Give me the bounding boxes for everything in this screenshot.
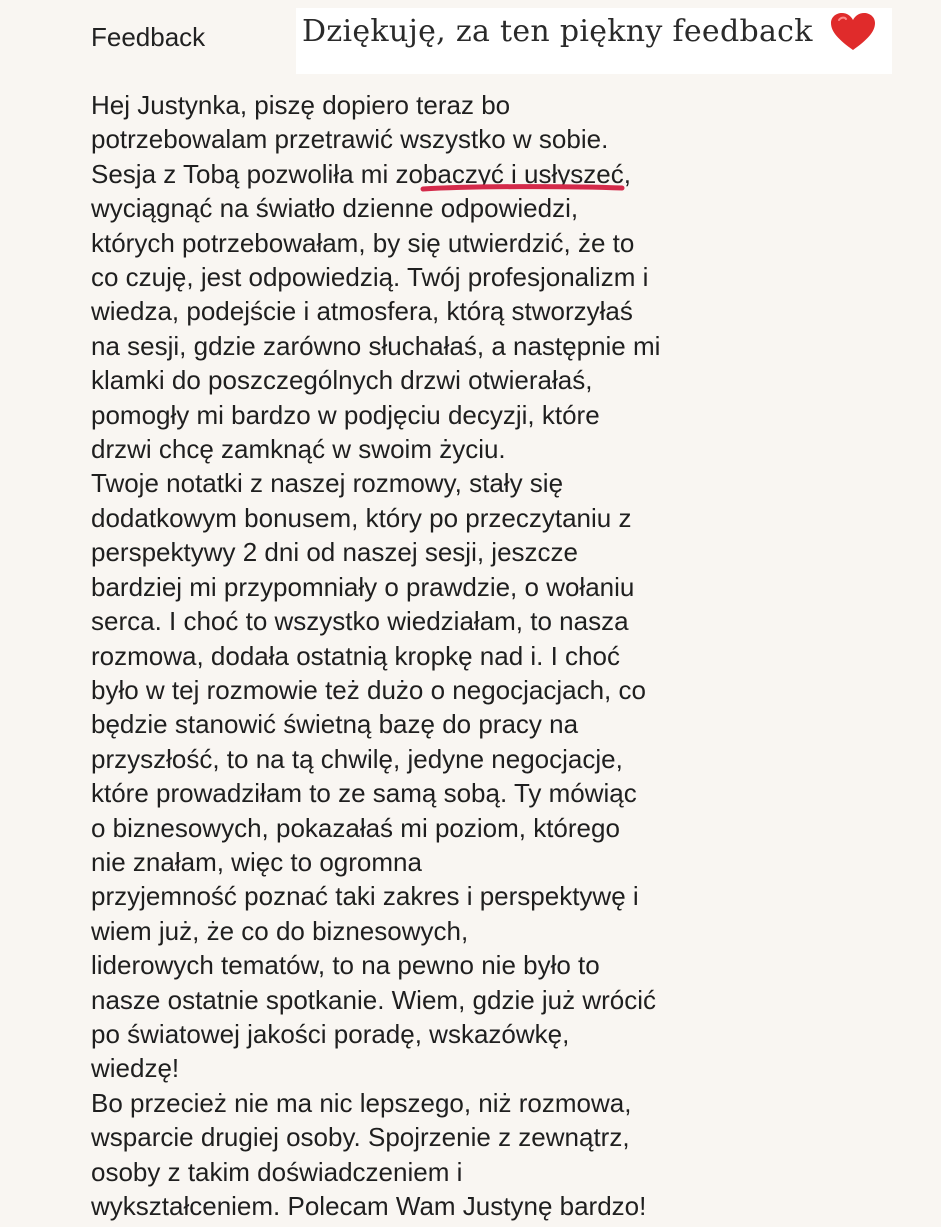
letter-line: wyciągnąć na światło dzienne odpowiedzi, — [91, 193, 579, 224]
letter-line: na sesji, gdzie zarówno słuchałaś, a następnie mi — [91, 330, 661, 361]
letter-line: przyszłość, to na tą chwilę, jedyne negocjacje, — [91, 743, 623, 774]
letter-line: Twoje notatki z naszej rozmowy, stały się — [91, 468, 564, 499]
letter-line: bardziej mi przypomniały o prawdzie, o wołaniu — [91, 571, 635, 602]
underline-highlight — [420, 183, 625, 193]
letter-line: Sesja z Tobą pozwoliła mi zobaczyć i usłyszeć, — [91, 158, 631, 189]
letter-line: perspektywy 2 dni od naszej sesji, jeszcze — [91, 537, 579, 568]
letter-line: po światowej jakości poradę, wskazówkę, — [91, 1018, 570, 1049]
letter-line: wykształceniem. Polecam Wam Justynę bardzo! — [91, 1191, 647, 1221]
thanks-caption: Dziękuję, za ten piękny feedback — [302, 14, 813, 49]
letter-line: które prowadziłam to ze samą sobą. Ty mówiąc — [91, 778, 637, 809]
letter-line: wiem już, że co do biznesowych, — [91, 915, 469, 946]
underline-stroke — [423, 187, 622, 189]
letter-line: rozmowa, dodała ostatnią kropkę nad i. I choć — [91, 640, 620, 671]
letter-line: nie znałam, więc to ogromna — [91, 846, 422, 877]
letter-body — [91, 88, 811, 1223]
letter-line: przyjemność poznać taki zakres i perspektywę i — [91, 881, 639, 912]
letter-line: pomogły mi bardzo w podjęciu decyzji, które — [91, 399, 600, 430]
letter-line: drzwi chcę zamknąć w swoim życiu. — [91, 434, 506, 465]
letter-line: osoby z takim doświadczeniem i — [91, 1156, 463, 1187]
letter-line: Hej Justynka, piszę dopiero teraz bo — [91, 90, 511, 120]
letter-line: których potrzebowałam, by się utwierdzić, że to — [91, 227, 635, 258]
letter-line: będzie stanowić świetną bazę do pracy na — [91, 709, 579, 740]
letter-line: serca. I choć to wszystko wiedziałam, to nasza — [91, 606, 629, 637]
letter-line: liderowych tematów, to na pewno nie było to — [91, 950, 600, 981]
letter-line: wiedzę! — [91, 1053, 180, 1084]
letter-line: Bo przecież nie ma nic lepszego, niż rozmowa, — [91, 1087, 632, 1118]
heart-icon — [830, 12, 876, 52]
letter-line: wiedza, podejście i atmosfera, którą stworzyłaś — [91, 296, 633, 327]
letter-line: potrzebowalam przetrawić wszystko w sobie. — [91, 124, 609, 155]
letter-line: wsparcie drugiej osoby. Spojrzenie z zewnątrz, — [91, 1122, 630, 1153]
heart-shape — [831, 13, 875, 50]
letter-line: było w tej rozmowie też dużo o negocjacjach, co — [91, 674, 646, 705]
letter-line: o biznesowych, pokazałaś mi poziom, którego — [91, 812, 620, 843]
letter-line: co czuję, jest odpowiedzią. Twój profesjonalizm i — [91, 262, 649, 293]
letter-line: nasze ostatnie spotkanie. Wiem, gdzie już wrócić — [91, 984, 657, 1015]
letter-line: dodatkowym bonusem, który po przeczytaniu z — [91, 502, 632, 533]
feedback-label: Feedback — [91, 22, 206, 52]
letter-line: klamki do poszczególnych drzwi otwierałaś, — [91, 365, 593, 396]
